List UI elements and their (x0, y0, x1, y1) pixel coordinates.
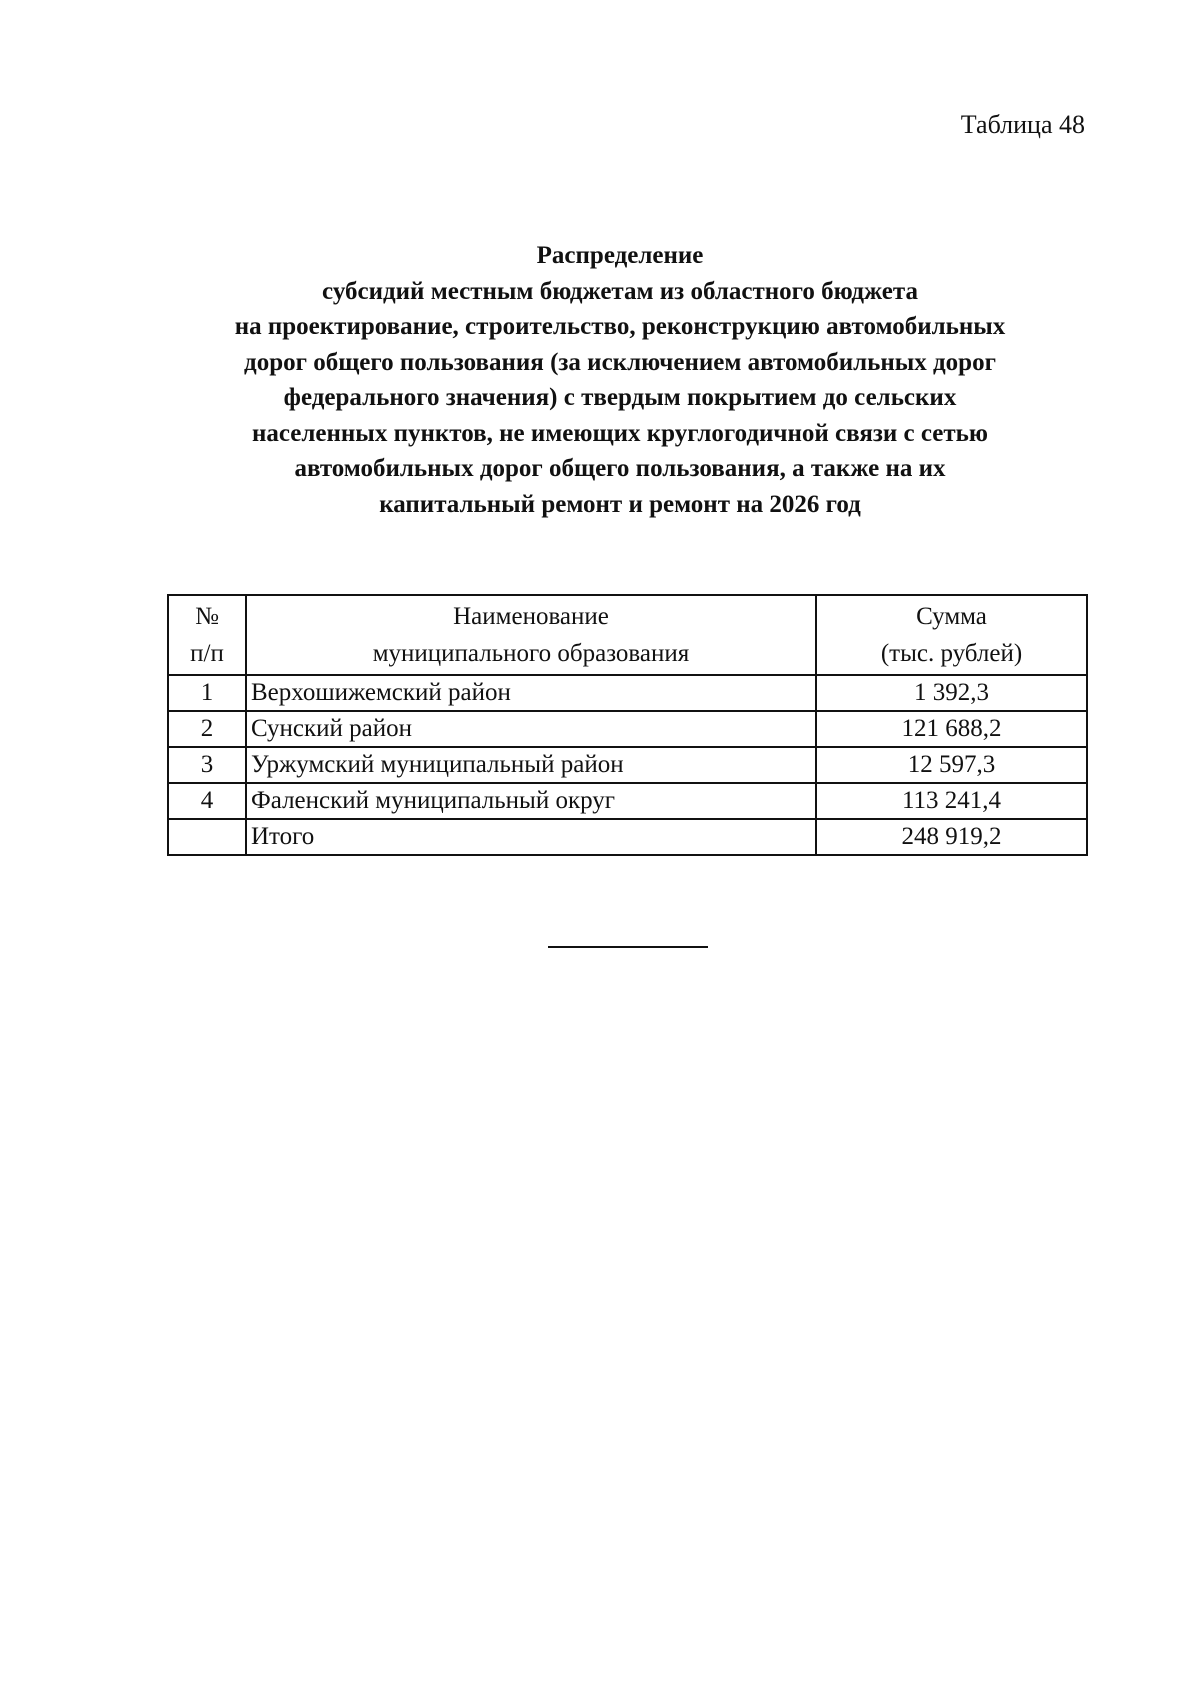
title-line: автомобильных дорог общего пользования, а также на их (294, 455, 946, 482)
header-name-line: Наименование (453, 603, 609, 630)
table-row (168, 747, 1087, 783)
header-number (168, 595, 246, 675)
title-line: на проектирование, строительство, реконструкцию автомобильных (234, 313, 1006, 340)
header-sum (816, 595, 1087, 675)
title-line: населенных пунктов, не имеющих круглогодичной связи с сетью (251, 419, 989, 447)
row-name: Уржумский муниципальный район (246, 747, 816, 783)
table-row (168, 711, 1087, 747)
table-number-label: Таблица 48 (960, 110, 1085, 139)
title-line: субсидий местным бюджетам из областного бюджета (322, 277, 918, 305)
title-line: капитальный ремонт и ремонт на 2026 год (379, 490, 861, 518)
row-sum: 121 688,2 (816, 711, 1087, 747)
table-row (168, 783, 1087, 819)
row-number: 2 (168, 711, 246, 747)
row-number: 4 (168, 783, 246, 819)
row-number: 3 (168, 747, 246, 783)
total-number (168, 819, 246, 855)
total-label: Итого (246, 819, 816, 855)
row-name: Верхошижемский район (246, 675, 816, 711)
header-number-line: № (195, 603, 219, 630)
header-number-line: п/п (190, 640, 224, 667)
title-line: Распределение (536, 242, 704, 269)
title-line: федерального значения) с твердым покрытием до сельских (283, 384, 957, 411)
row-sum: 12 597,3 (816, 747, 1087, 783)
header-name (246, 595, 816, 675)
row-name: Фаленский муниципальный округ (246, 783, 816, 819)
header-sum-line: Сумма (916, 603, 987, 630)
header-name-line: муниципального образования (372, 640, 690, 667)
subsidy-table (167, 594, 1088, 856)
document-title (140, 238, 1100, 522)
total-row (168, 819, 1087, 855)
table-header-row (168, 595, 1087, 675)
header-sum-line: (тыс. рублей) (880, 640, 1023, 667)
total-sum: 248 919,2 (816, 819, 1087, 855)
title-line: дорог общего пользования (за исключением автомобильных дорог (244, 348, 996, 376)
row-sum: 1 392,3 (816, 675, 1087, 711)
row-name: Сунский район (246, 711, 816, 747)
row-number: 1 (168, 675, 246, 711)
row-sum: 113 241,4 (816, 783, 1087, 819)
closing-divider (548, 946, 708, 948)
table-row (168, 675, 1087, 711)
